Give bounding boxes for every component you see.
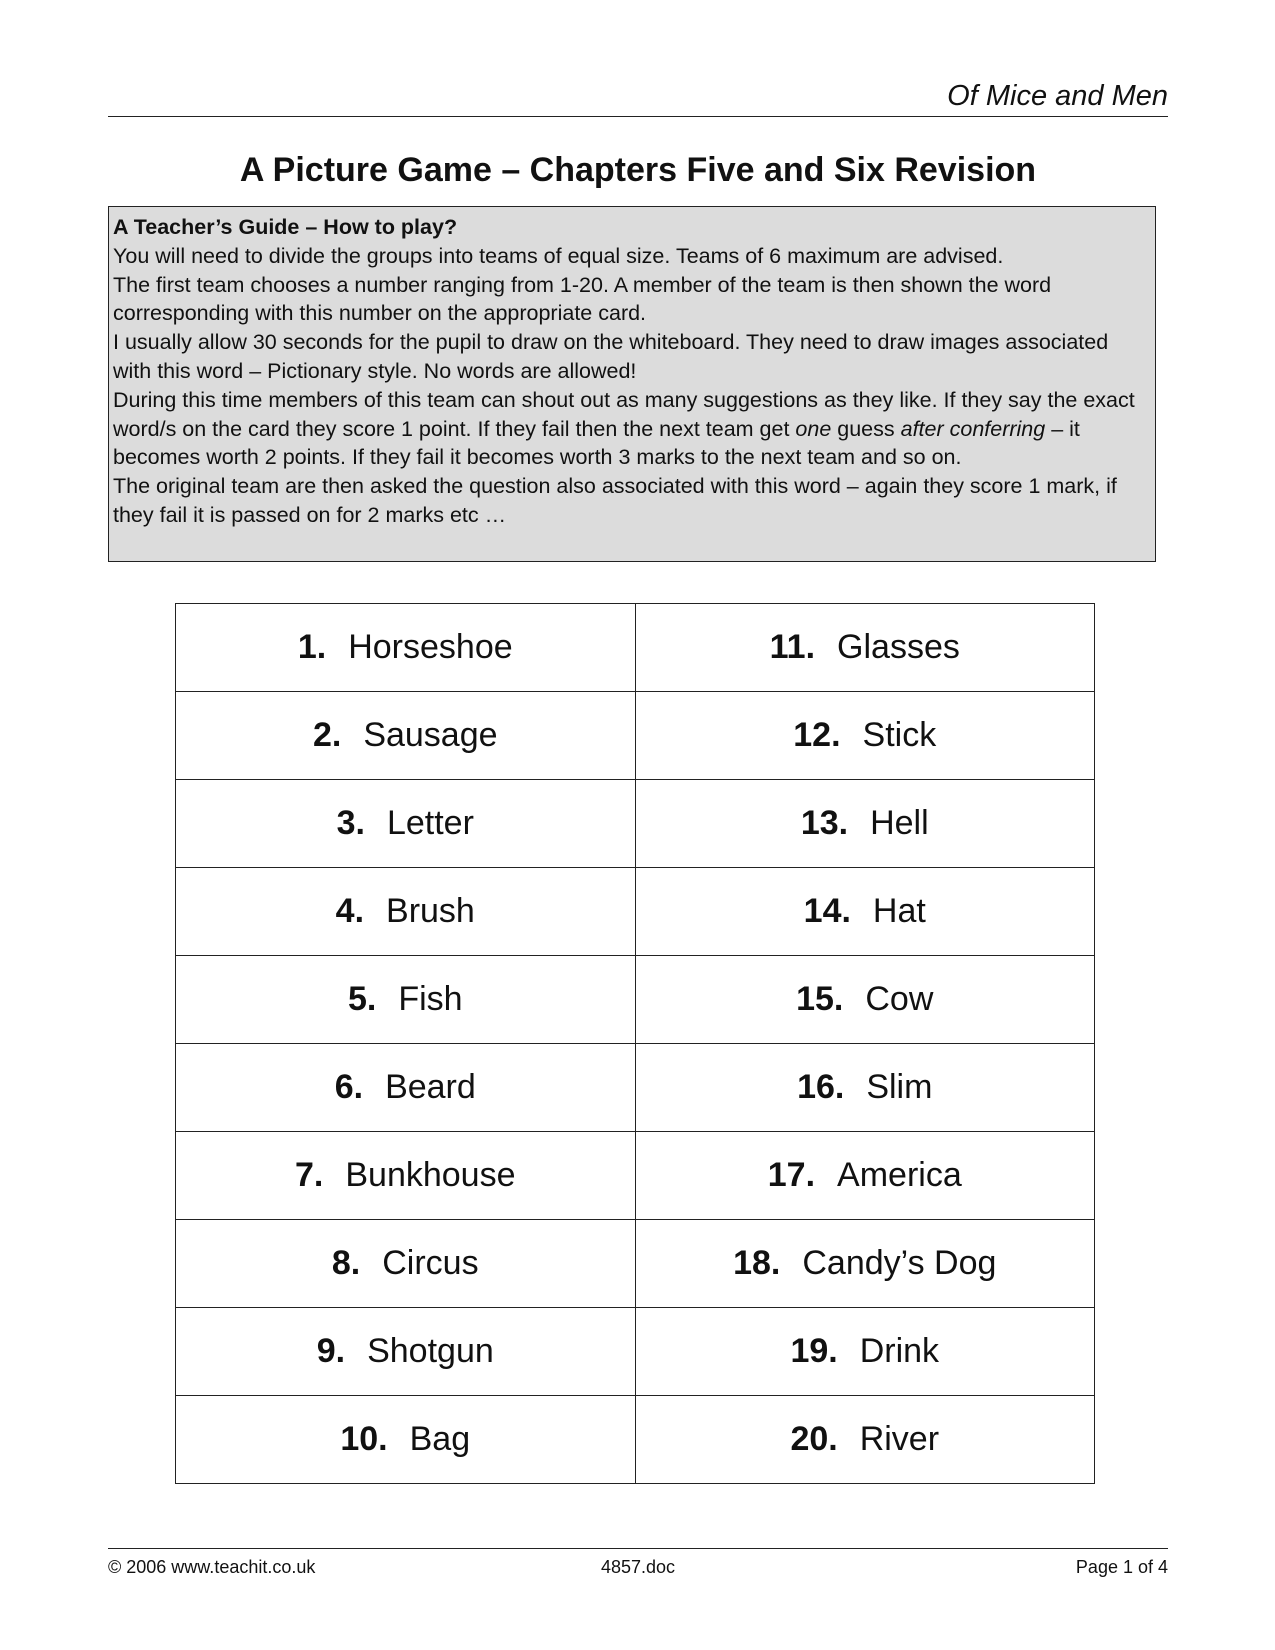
word-number: 15. — [796, 980, 844, 1018]
running-head: Of Mice and Men — [108, 76, 1168, 117]
table-row — [176, 1132, 1095, 1220]
word-text: Bunkhouse — [345, 1156, 516, 1194]
word-text: Stick — [862, 716, 937, 754]
word-cell — [176, 604, 636, 692]
table-row — [176, 1220, 1095, 1308]
page-footer — [108, 1548, 1168, 1577]
word-number: 17. — [767, 1156, 816, 1194]
word-text: Letter — [386, 804, 474, 842]
guide-paragraph-scoring — [113, 386, 1151, 472]
word-number: 14. — [803, 892, 851, 930]
table-row — [176, 780, 1095, 868]
word-text: Bag — [409, 1420, 471, 1458]
word-number: 10. — [340, 1420, 388, 1458]
guide-scoring-text-c: – it becomes worth 2 points. If they fail it becomes worth 3 marks to the next team and so on. — [113, 416, 1080, 470]
word-text: Drink — [859, 1332, 940, 1370]
word-text: Fish — [398, 980, 463, 1018]
word-cell — [635, 1396, 1095, 1484]
word-text: Cow — [865, 980, 934, 1018]
word-number: 11. — [769, 628, 816, 666]
word-text: Slim — [866, 1068, 933, 1106]
word-cell — [635, 956, 1095, 1044]
word-text: Shotgun — [367, 1332, 494, 1370]
word-number: 1. — [297, 628, 327, 666]
table-row — [176, 1308, 1095, 1396]
word-number: 8. — [331, 1244, 361, 1282]
guide-paragraph-draw: I usually allow 30 seconds for the pupil to draw on the whiteboard. They need to draw images associated with this word – Pictionary style. No words are allowed! — [113, 330, 1109, 383]
word-number: 20. — [790, 1420, 838, 1458]
guide-heading: A Teacher’s Guide – How to play? — [113, 215, 458, 239]
word-cell — [176, 1396, 636, 1484]
word-number: 16. — [797, 1068, 845, 1106]
word-cell — [635, 692, 1095, 780]
word-number: 3. — [336, 804, 365, 842]
word-text: Hell — [870, 804, 929, 842]
word-text: Sausage — [363, 716, 498, 754]
word-cell — [176, 1308, 636, 1396]
word-text: River — [859, 1420, 940, 1458]
word-number: 9. — [316, 1332, 346, 1370]
word-text: America — [837, 1156, 962, 1194]
word-text: Candy’s Dog — [802, 1244, 997, 1282]
word-text: Brush — [386, 892, 475, 930]
word-number: 12. — [793, 716, 841, 754]
guide-scoring-emph-one: one — [795, 416, 832, 441]
guide-scoring-text-b: guess — [831, 416, 901, 441]
word-number: 7. — [295, 1156, 324, 1194]
word-cell — [635, 780, 1095, 868]
word-text: Horseshoe — [348, 628, 513, 666]
word-cell — [176, 868, 636, 956]
word-text: Hat — [872, 892, 926, 930]
table-row — [176, 692, 1095, 780]
table-row — [176, 1396, 1095, 1484]
footer-filename: 4857.doc — [600, 1557, 676, 1577]
word-cell — [176, 1220, 636, 1308]
word-cell — [176, 1044, 636, 1132]
guide-paragraph-choose: The first team chooses a number ranging from 1-20. A member of the team is then shown the word corresponding with this number on the appropriate card. — [113, 272, 1052, 326]
word-cell — [635, 1044, 1095, 1132]
word-text: Circus — [382, 1244, 479, 1282]
word-number: 19. — [790, 1332, 838, 1370]
footer-copyright: © 2006 www.teachit.co.uk — [108, 1557, 316, 1577]
word-cell — [176, 780, 636, 868]
word-cell — [176, 1132, 636, 1220]
word-cell — [176, 692, 636, 780]
word-cell — [635, 1132, 1095, 1220]
word-text: Beard — [385, 1068, 476, 1106]
word-number: 2. — [312, 716, 342, 754]
word-cell — [635, 868, 1095, 956]
page-title: A Picture Game – Chapters Five and Six Revision — [239, 151, 1037, 189]
guide-scoring-emph-conferring: after conferring — [900, 416, 1046, 441]
word-table — [175, 603, 1095, 1484]
word-number: 5. — [347, 980, 377, 1018]
word-number: 18. — [733, 1244, 781, 1282]
word-text: Glasses — [837, 628, 960, 666]
word-cell — [635, 604, 1095, 692]
footer-page-number: Page 1 of 4 — [1075, 1557, 1168, 1577]
word-cell — [635, 1308, 1095, 1396]
word-number: 13. — [800, 804, 849, 842]
guide-paragraph-teams: You will need to divide the groups into teams of equal size. Teams of 6 maximum are advised. — [113, 243, 1004, 268]
guide-scoring-text-a: During this time members of this team can shout out as many suggestions as they like. If they say the exact word/s on the card they score 1 point. If they fail then the next team get — [113, 387, 1135, 441]
guide-paragraph-question: The original team are then asked the question also associated with this word – again they score 1 mark, if they fail it is passed on for 2 marks etc … — [113, 474, 1117, 527]
table-row — [176, 604, 1095, 692]
table-row — [176, 868, 1095, 956]
teachers-guide-box — [108, 206, 1156, 562]
table-row — [176, 1044, 1095, 1132]
table-row — [176, 956, 1095, 1044]
word-cell — [635, 1220, 1095, 1308]
word-number: 6. — [334, 1068, 364, 1106]
word-number: 4. — [335, 892, 365, 930]
word-cell — [176, 956, 636, 1044]
